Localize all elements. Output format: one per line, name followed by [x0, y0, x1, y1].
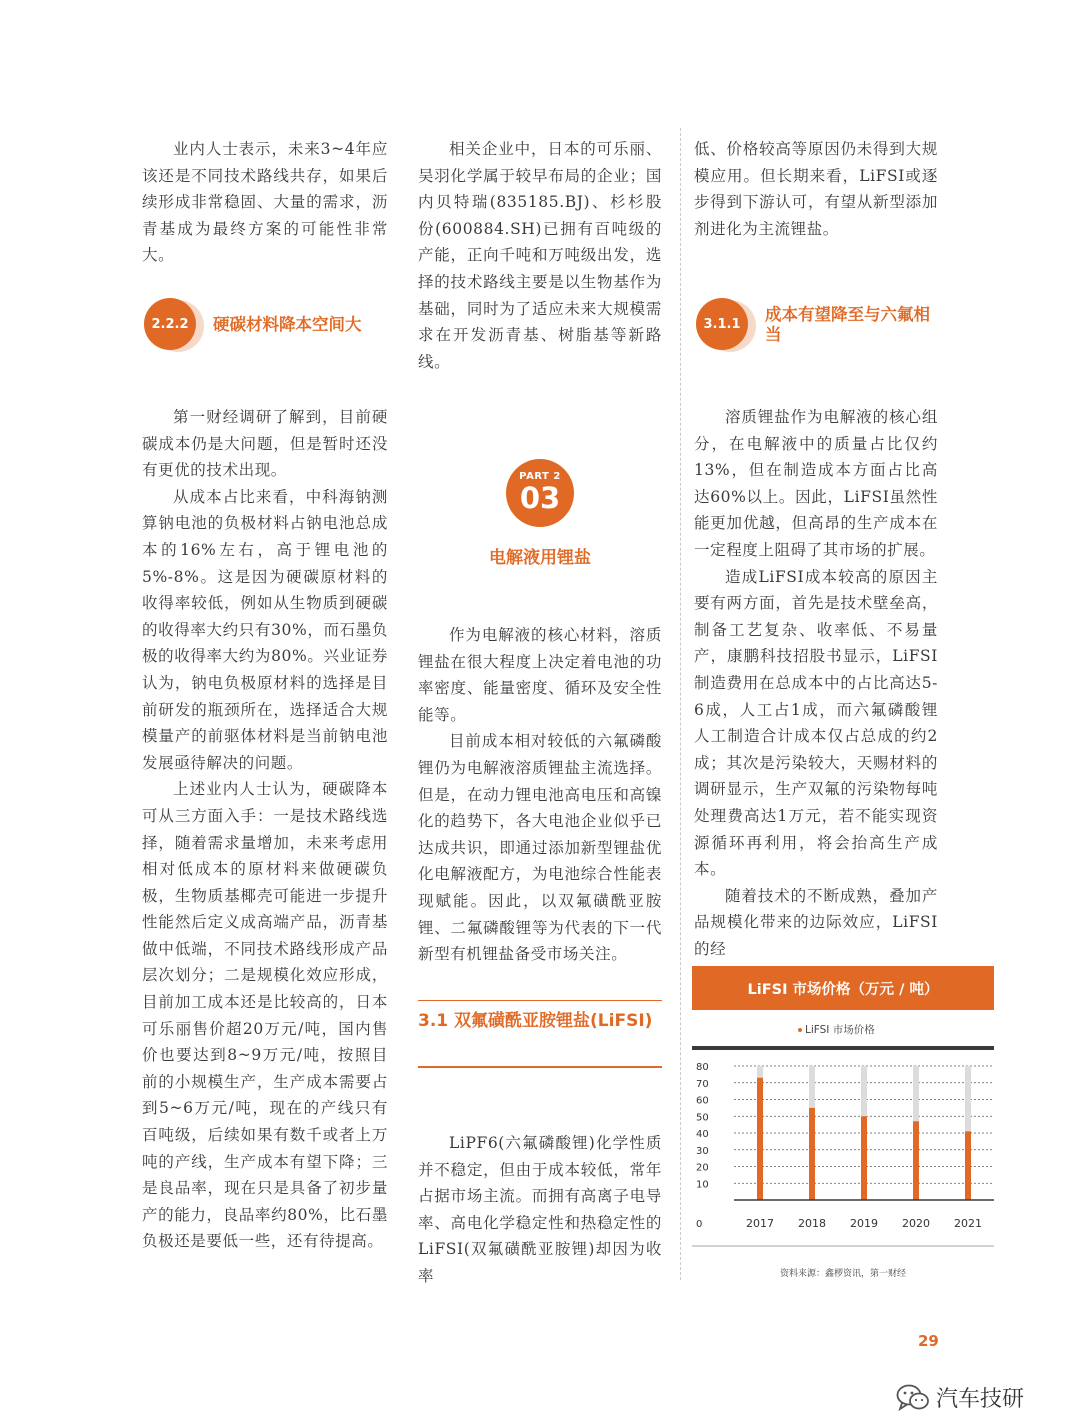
legend-dot-icon [798, 1028, 802, 1032]
x-tick-label: 2019 [850, 1217, 878, 1230]
column-divider [680, 128, 681, 1280]
page-number: 29 [918, 1332, 939, 1350]
y-tick-label: 20 [696, 1162, 709, 1174]
bar-2020 [913, 1121, 919, 1200]
bar-2018 [809, 1108, 815, 1200]
chart-legend [798, 1022, 875, 1037]
chart-source: 资料来源：鑫椤资讯，第一财经 [779, 1269, 906, 1279]
part-label: PART 2 [519, 471, 561, 482]
section-heading-2-2-2 [142, 296, 392, 356]
paragraph: 随着技术的不断成熟，叠加产品规模化带来的边际效应，LiFSI的经 [694, 886, 938, 958]
part-badge [506, 459, 574, 527]
paragraph: LiPF6(六氟磷酸锂)化学性质并不稳定，但由于成本较低，常年占据市场主流。而拥有高离子电导率、高电化学稳定性和热稳定性的LiFSI(双氟磺酰亚胺锂)却因为收率 [418, 1134, 662, 1285]
column-3-top [694, 136, 938, 242]
paragraph: 溶质锂盐作为电解液的核心组分，在电解液中的质量占比仅约13%，但在制造成本方面占比高达60%以上。因此，LiFSI虽然性能更加优越，但高昂的生产成本在一定程度上阻碍了其市场的扩展。 [694, 408, 938, 559]
paragraph: 上述业内人士认为，硬碳降本可从三方面入手：一是技术路线选择，随着需求量增加，未来考虑用相对低成本的原材料来做硬碳负极，生物质基椰壳可能进一步提升性能然后定义成高端产品，沥青基做中低端，不同技术路线形成产品层次划分；二是规模化效应形成，目前加工成本还是比较高的，日本可乐丽售价超20万元/吨，国内售价也要达到8~9万元/吨，按照目前的小规模生产，生产成本需要占到5~6万元/吨，现在的产线只有百吨级，后续如果有数千或者上万吨的产线，生产成本有望下降；三是良品率，现在只是具备了初步量产的能力，良品率约80%，比石墨负极还是要低一些，还有待提高。 [142, 780, 388, 1251]
column-2-middle [418, 622, 662, 968]
bar-2017 [757, 1078, 763, 1200]
x-tick-label: 2020 [902, 1217, 930, 1230]
section-number-badge: 2.2.2 [144, 298, 196, 350]
x-tick-label: 2017 [746, 1217, 774, 1230]
wechat-icon [896, 1384, 930, 1412]
column-3-body [694, 404, 938, 962]
y-tick-label: 70 [696, 1078, 709, 1090]
paragraph: 第一财经调研了解到，目前硬碳成本仍是大问题，但是暂时还没有更优的技术出现。 [142, 408, 388, 480]
y-tick-label: 0 [696, 1219, 703, 1230]
chart-title: LiFSI 市场价格（万元 / 吨） [692, 966, 994, 1010]
y-tick-label: 80 [696, 1062, 709, 1073]
y-tick-label: 10 [696, 1179, 709, 1191]
y-tick-label: 30 [696, 1145, 709, 1157]
paragraph: 业内人士表示，未来3~4年应该还是不同技术路线共存，如果后续形成非常稳固、大量的需求，沥青基成为最终方案的可能性非常大。 [142, 140, 388, 265]
watermark-text: 汽车技研 [936, 1387, 1025, 1412]
section-number-badge: 3.1.1 [696, 298, 748, 350]
legend-label: LiFSI 市场价格 [805, 1024, 875, 1036]
bar-2021 [965, 1131, 971, 1200]
x-tick-label: 2021 [954, 1217, 982, 1230]
y-tick-label: 60 [696, 1095, 709, 1107]
column-2-bottom [418, 1130, 662, 1290]
column-2-top [418, 136, 662, 375]
column-1-body [142, 404, 388, 1255]
y-tick-label: 50 [696, 1112, 709, 1124]
section-title: 成本有望降至与六氟相当 [765, 305, 930, 344]
paragraph: 相关企业中，日本的可乐丽、吴羽化学属于较早布局的企业；国内贝特瑞(835185.BJ)、杉杉股份(600884.SH)已拥有百吨级的产能，正向千吨和万吨级出发，选择的技术路线主要是以生物基作为基础，同时为了适应未来大规模需求在开发沥青基、树脂基等新路线。 [418, 140, 662, 371]
subsection-rule-top [418, 1000, 662, 1001]
part-title: 电解液用锂盐 [489, 548, 591, 568]
chart-plot [692, 1050, 994, 1266]
paragraph: 目前成本相对较低的六氟磷酸锂仍为电解液溶质锂盐主流选择。但是，在动力锂电池高电压和高镍化的趋势下，各大电池企业似乎已达成共识，即通过添加新型锂盐优化电解液配方，为电池综合性能表现赋能。因此，以双氟磺酰亚胺锂、二氟磷酸锂等为代表的下一代新型有机锂盐备受市场关注。 [418, 732, 662, 964]
price-chart [692, 966, 994, 1284]
section-title: 硬碳材料降本空间大 [213, 315, 362, 334]
part-number: 03 [519, 481, 561, 515]
bar-2019 [861, 1116, 867, 1200]
section-heading-3-1-1 [694, 296, 944, 356]
paragraph: 作为电解液的核心材料，溶质锂盐在很大程度上决定着电池的功率密度、能量密度、循环及安全性能等。 [418, 626, 662, 724]
subsection-rule-bottom [418, 1066, 662, 1068]
subsection-title: 3.1 双氟磺酰亚胺锂盐(LiFSI) [418, 1011, 653, 1031]
watermark [896, 1382, 1024, 1413]
paragraph: 造成LiFSI成本较高的原因主要有两方面，首先是技术壁垒高，制备工艺复杂、收率低、不易量产，康鹏科技招股书显示，LiFSI制造费用在总成本中的占比高达5-6成，人工占1成，而六氟磷酸锂人工制造合计成本仅占总成的约2成；其次是污染较大，天赐材料的调研显示，生产双氟的污染物每吨处理费高达1万元，若不能实现资源循环再利用，将会抬高生产成本。 [694, 567, 938, 879]
y-tick-label: 40 [696, 1129, 709, 1140]
column-1-top [142, 136, 388, 269]
paragraph: 从成本占比来看，中科海钠测算钠电池的负极材料占钠电池总成本的16%左右，高于锂电池的5%-8%。这是因为硬碳原材料的收得率较低，例如从生物质到硬碳的收得率大约只有30%，而石墨负极的收得率大约为80%。兴业证券认为，钠电负极原材料的选择是目前研发的瓶颈所在，选择适合大规模量产的前驱体材料是当前钠电池发展亟待解决的问题。 [142, 487, 388, 772]
paragraph: 低、价格较高等原因仍未得到大规模应用。但长期来看，LiFSI或逐步得到下游认可，有望从新型添加剂进化为主流锂盐。 [694, 140, 938, 238]
x-tick-label: 2018 [798, 1217, 826, 1230]
